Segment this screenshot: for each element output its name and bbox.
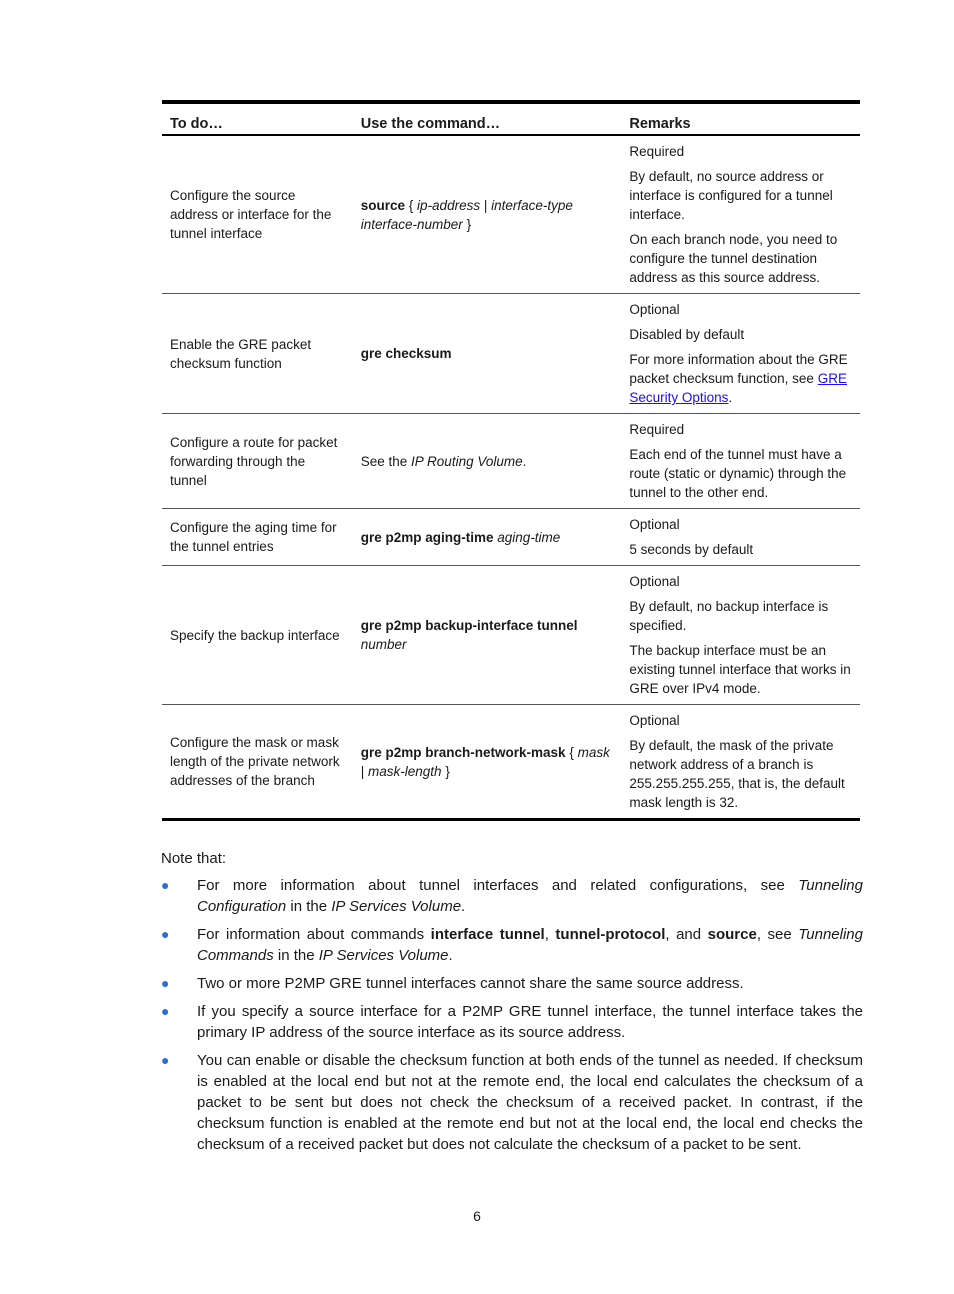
remark-text: Each end of the tunnel must have a route (static or dynamic) through the tunnel to the other end. [629, 447, 847, 500]
table-row [162, 414, 860, 509]
command-cell [353, 566, 622, 705]
keyword-text: tunnel-protocol [555, 926, 666, 943]
plain-text: See the [360, 453, 412, 469]
command-cell [353, 509, 622, 566]
keyword-text: gre checksum [360, 346, 452, 361]
plain-text: | [360, 763, 369, 779]
remarks-cell [621, 566, 860, 705]
plain-text: . [448, 947, 453, 964]
remark-paragraph [629, 142, 852, 161]
remarks-cell [621, 705, 860, 820]
todo-cell: Configure a route for packet forwarding through the tunnel [162, 414, 353, 509]
remark-text: Required [629, 422, 685, 437]
plain-text: { [565, 744, 578, 760]
bullet-dot-icon: ● [161, 975, 170, 991]
note-section [161, 848, 863, 1162]
remark-paragraph [629, 572, 852, 591]
table-row [162, 566, 860, 705]
table-row [162, 705, 860, 820]
remark-text: Disabled by default [629, 327, 745, 342]
remark-text: Optional [629, 517, 680, 532]
note-bullet-item [161, 1050, 863, 1155]
table-row [162, 294, 860, 414]
note-bullet-item [161, 1001, 863, 1043]
command-cell [353, 414, 622, 509]
note-bullet-item [161, 875, 863, 917]
remark-paragraph [629, 167, 852, 224]
remark-paragraph [629, 736, 852, 812]
remark-text: The backup interface must be an existing tunnel interface that works in GRE over IPv4 mode. [629, 643, 851, 696]
argument-text: mask [577, 744, 610, 760]
remarks-cell [621, 135, 860, 294]
argument-text: mask-length [368, 763, 442, 779]
plain-text: in the [273, 947, 319, 964]
argument-text: interface-type interface-number [360, 197, 573, 232]
remark-paragraph [629, 515, 852, 534]
link-tail-text: . [728, 390, 733, 405]
todo-cell: Configure the mask or mask length of the private network addresses of the branch [170, 735, 340, 788]
keyword-text: gre p2mp aging-time [360, 529, 494, 545]
remark-text: By default, the mask of the private network address of a branch is 255.255.255.255, that is, the default mask length is 32. [629, 738, 845, 810]
remarks-cell [621, 414, 860, 509]
plain-text: } [462, 216, 472, 232]
plain-text: If you specify a source interface for a P2MP GRE tunnel interface, the tunnel interface takes the primary IP address of the source interface as its source address. [197, 1003, 863, 1041]
todo-cell: Specify the backup interface [162, 566, 353, 705]
bullet-dot-icon: ● [161, 877, 170, 893]
remark-paragraph [629, 325, 852, 344]
command-cell [353, 705, 622, 820]
command-cell [353, 135, 622, 294]
header-todo: To do… [162, 102, 353, 135]
command-cell [353, 294, 622, 414]
plain-text: . [522, 453, 527, 469]
plain-text: . [461, 898, 466, 915]
note-lead: Note that: [161, 850, 227, 867]
plain-text: You can enable or disable the checksum function at both ends of the tunnel as needed. If checksum is enabled at the local end but not at the remote end, the local end calculates the checksum of a packet to be sent but does not check the checksum of a received packet. In contrast, if the checksum function is enabled at the remote end but not at the local end, the local end checks the checksum of a received packet but does not calculate the checksum of a packet to be sent. [197, 1052, 863, 1153]
table-row [162, 509, 860, 566]
header-command: Use the command… [353, 102, 622, 135]
remark-text: Optional [629, 302, 680, 317]
plain-text: | [480, 197, 492, 213]
todo-cell: Configure the source address or interface for the tunnel interface [162, 135, 353, 294]
remarks-cell [621, 509, 860, 566]
argument-text: ip-address [417, 197, 481, 213]
note-bullet-item [161, 924, 863, 966]
table-header-row [162, 102, 860, 135]
remark-text: 5 seconds by default [629, 542, 754, 557]
plain-text: For more information about tunnel interfaces and related configurations, see [197, 877, 799, 894]
keyword-text: source [360, 197, 406, 213]
bullet-dot-icon: ● [161, 926, 170, 942]
plain-text: For information about commands [197, 926, 431, 943]
keyword-text: source [707, 926, 757, 943]
keyword-text: interface tunnel [430, 926, 545, 943]
argument-text: Tunneling Commands [197, 926, 863, 964]
bullet-dot-icon: ● [161, 1052, 170, 1068]
remark-text: By default, no source address or interface is configured for a tunnel interface. [629, 169, 833, 222]
remarks-cell [621, 294, 860, 414]
remark-text: By default, no backup interface is specified. [629, 599, 829, 633]
remark-paragraph [629, 641, 852, 698]
bullet-dot-icon: ● [161, 1003, 170, 1019]
keyword-text: gre p2mp branch-network-mask [360, 744, 566, 760]
plain-text: { [405, 197, 418, 213]
header-remarks: Remarks [621, 102, 860, 135]
argument-text: Tunneling Configuration [197, 877, 863, 915]
remark-text: Optional [629, 574, 680, 589]
remark-paragraph [629, 540, 852, 559]
command-table [162, 100, 860, 821]
remark-paragraph [629, 711, 852, 730]
remark-text: On each branch node, you need to configure the tunnel destination address as this source address. [629, 232, 838, 285]
argument-text: IP Services Volume [331, 898, 462, 915]
remark-paragraph [629, 420, 852, 439]
todo-cell: Enable the GRE packet checksum function [162, 294, 353, 414]
keyword-text: gre p2mp backup-interface tunnel [360, 618, 578, 633]
table-row [162, 135, 860, 294]
argument-text: number [360, 637, 407, 652]
argument-text: IP Routing Volume [411, 453, 523, 469]
argument-text: aging-time [497, 529, 561, 545]
gre-security-options-link[interactable]: GRE Security Options [629, 371, 847, 405]
remark-paragraph [629, 350, 852, 407]
remark-paragraph [629, 445, 852, 502]
page-number: 6 [473, 1208, 481, 1224]
remark-paragraph [629, 597, 852, 635]
note-bullet-list [161, 875, 863, 1155]
todo-cell: Configure the aging time for the tunnel entries [162, 509, 353, 566]
remark-text: For more information about the GRE packet checksum function, see [629, 352, 848, 386]
note-bullet-item [161, 973, 863, 994]
remark-text: Optional [629, 713, 680, 728]
plain-text: Two or more P2MP GRE tunnel interfaces cannot share the same source address. [197, 975, 744, 992]
remark-paragraph [629, 300, 852, 319]
argument-text: IP Services Volume [318, 947, 449, 964]
plain-text: in the [286, 898, 332, 915]
plain-text: , [544, 926, 556, 943]
plain-text: , see [756, 926, 799, 943]
remark-text: Required [629, 144, 685, 159]
plain-text: } [441, 763, 450, 779]
plain-text: , and [665, 926, 708, 943]
remark-paragraph [629, 230, 852, 287]
